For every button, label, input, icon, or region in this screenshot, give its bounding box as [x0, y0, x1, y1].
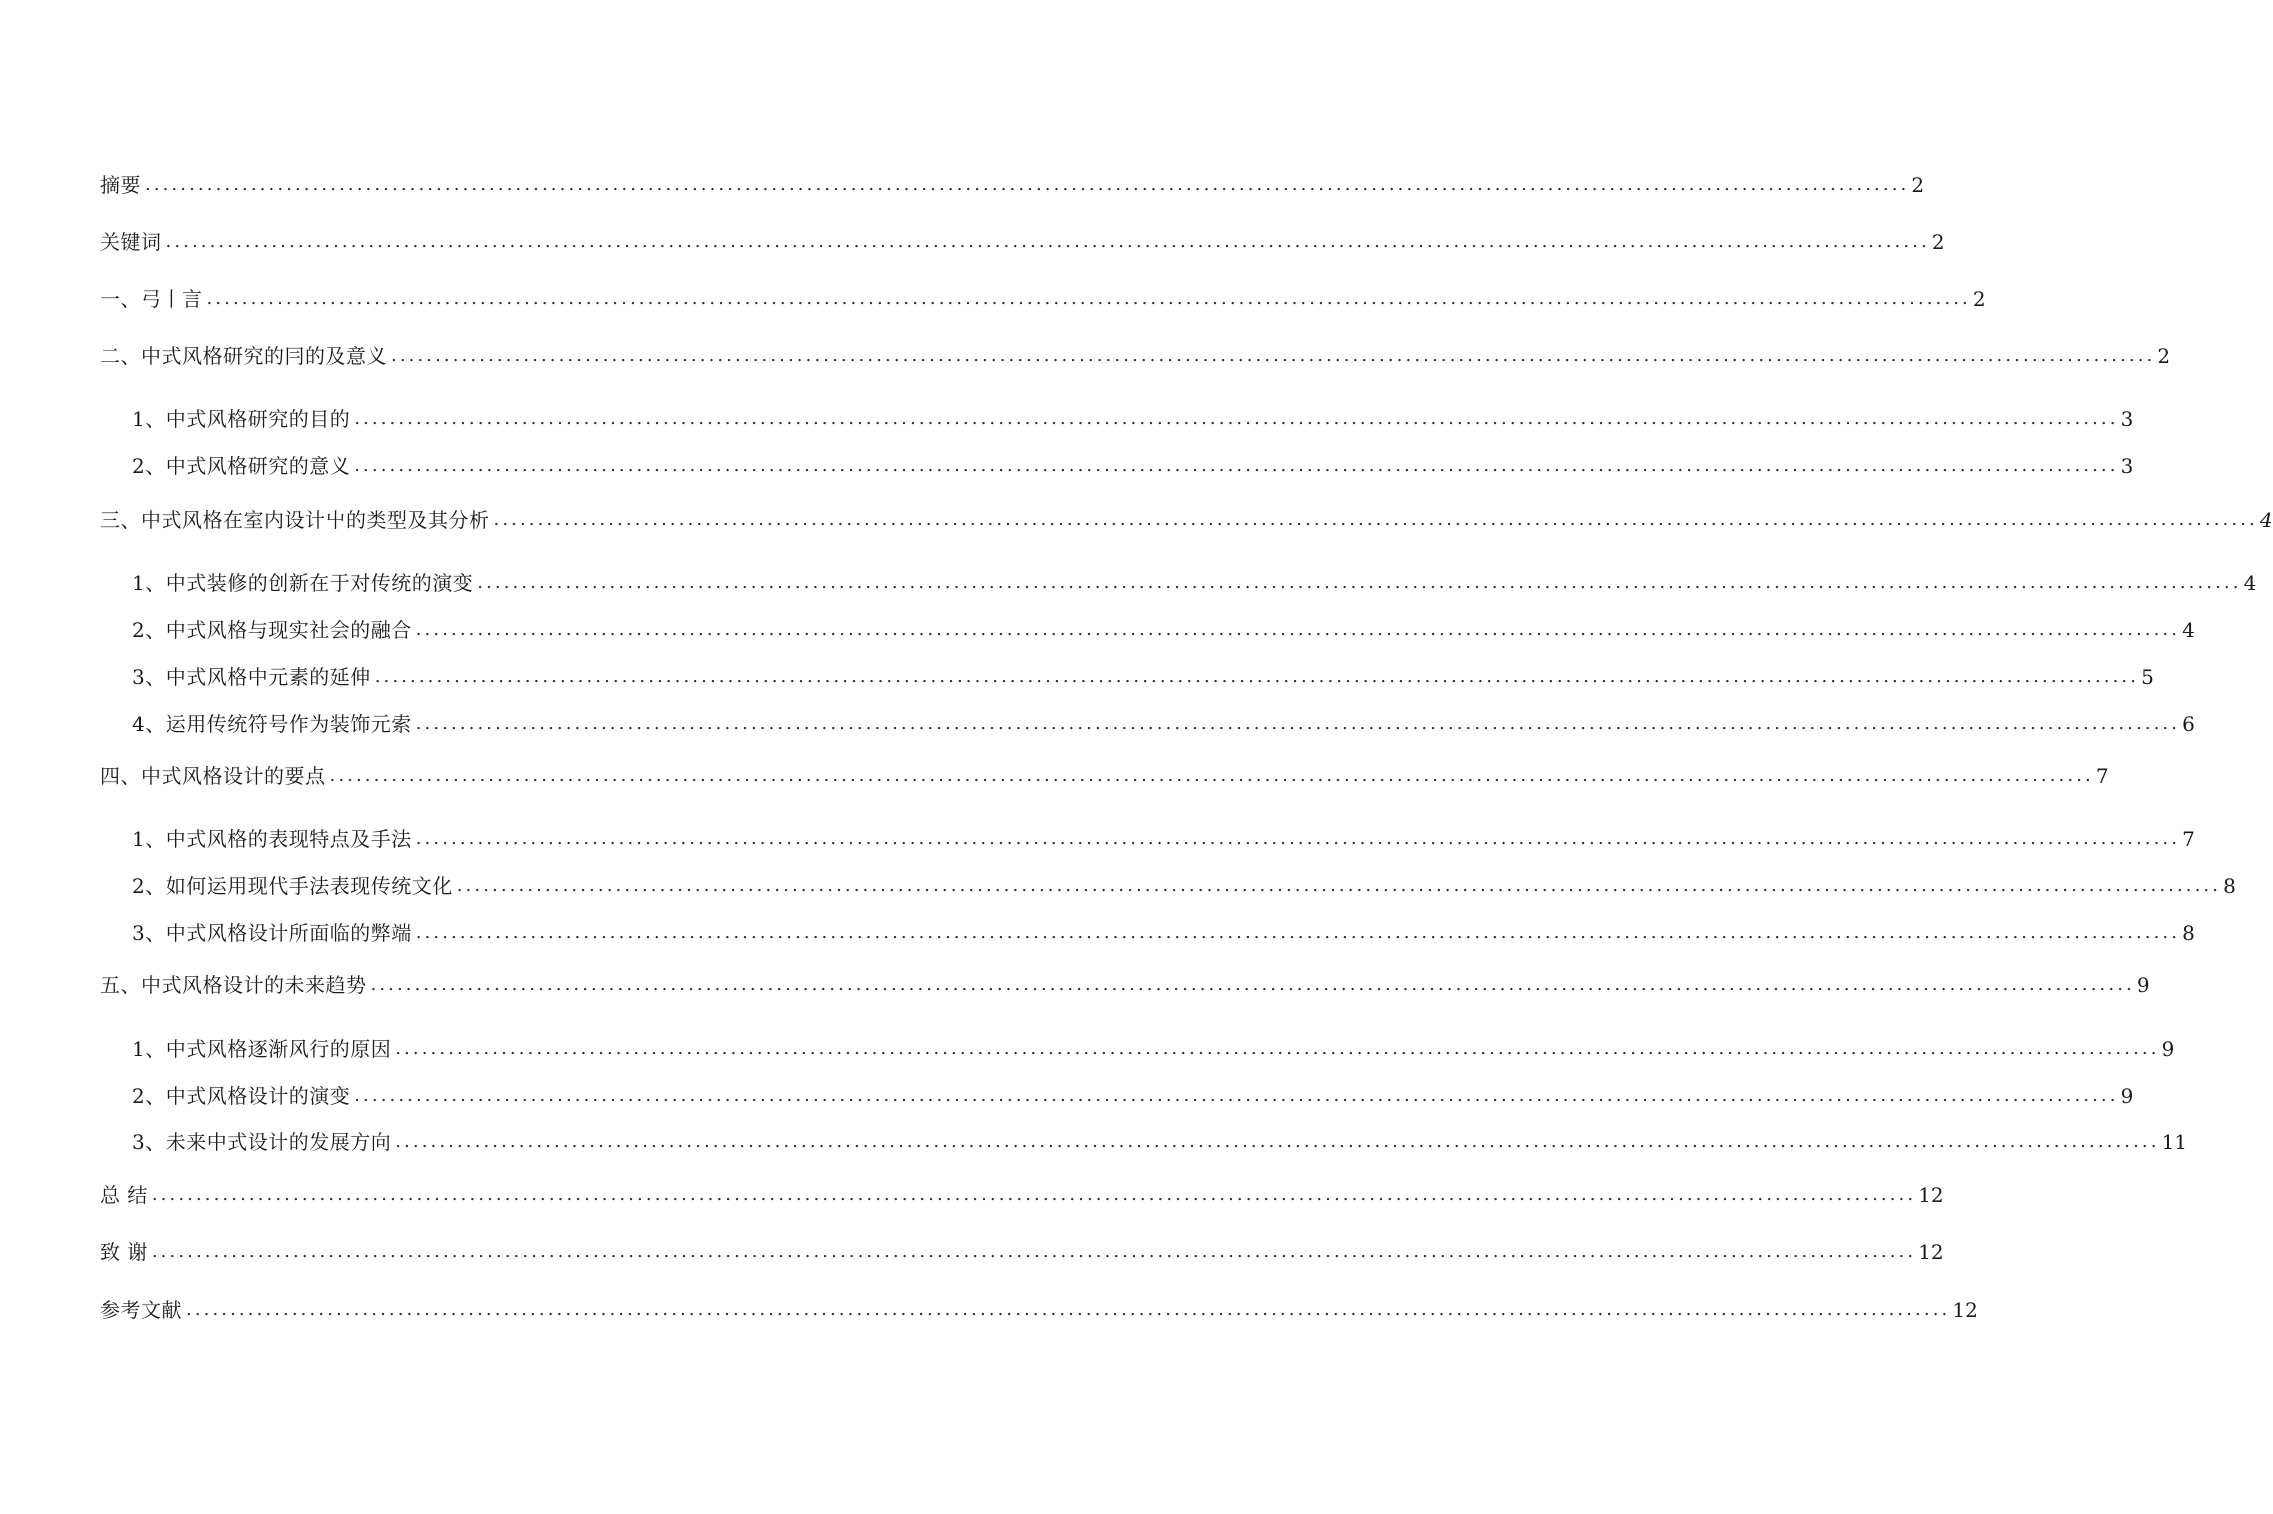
toc-entry-title: 致 谢 [100, 1240, 148, 1264]
toc-leader-dots: ........................................................................................................................................................................................................ [354, 408, 2119, 429]
toc-leader-dots: ........................................................................................................................................................................................................ [151, 1184, 1917, 1205]
toc-leader-dots: ........................................................................................................................................................................................................ [415, 828, 2181, 849]
toc-entry-section-5-2[interactable] [132, 1081, 2134, 1111]
toc-leader-dots: ........................................................................................................................................................................................................ [370, 974, 2135, 995]
toc-entry-page: 11 [2161, 1130, 2188, 1154]
toc-entry-title: 摘要 [100, 173, 141, 197]
toc-entry-section-5-3[interactable] [132, 1127, 2188, 1157]
toc-entry-page: 4 [2259, 508, 2273, 532]
toc-entry-title: 参考文献 [100, 1298, 182, 1322]
toc-entry-page: 8 [2223, 874, 2236, 898]
toc-leader-dots: ........................................................................................................................................................................................................ [391, 345, 2156, 366]
toc-entry-page: 2 [2157, 344, 2171, 368]
toc-entry-title: 四、中式风格设计的要点 [100, 764, 326, 788]
toc-entry-acknowledgements[interactable] [100, 1237, 1944, 1267]
toc-entry-abstract[interactable] [100, 170, 1925, 200]
toc-entry-summary[interactable] [100, 1180, 1944, 1210]
toc-entry-section-4-1[interactable] [132, 824, 2195, 854]
toc-entry-references[interactable] [100, 1295, 1978, 1325]
toc-leader-dots: ........................................................................................................................................................................................................ [395, 1038, 2160, 1059]
toc-entry-page: 5 [2141, 665, 2154, 689]
toc-entry-title: 2、中式风格与现实社会的融合 [132, 618, 412, 642]
toc-entry-title: 关键词 [100, 230, 162, 254]
toc-entry-title: 2、中式风格研究的意义 [132, 454, 351, 478]
toc-entry-page: 2 [1972, 287, 1986, 311]
toc-entry-section-3-4[interactable] [132, 709, 2195, 739]
toc-entry-page: 12 [1952, 1298, 1978, 1322]
toc-leader-dots: ........................................................................................................................................................................................................ [374, 666, 2140, 687]
toc-entry-page: 2 [1911, 173, 1925, 197]
toc-entry-page: 8 [2182, 921, 2195, 945]
toc-entry-section-3-3[interactable] [132, 662, 2154, 692]
toc-entry-title: 二、中式风格研究的冃的及意义 [100, 344, 387, 368]
toc-leader-dots: ........................................................................................................................................................................................................ [329, 765, 2094, 786]
toc-entry-section-4-3[interactable] [132, 918, 2195, 948]
toc-entry-title: 3、中式风格中元素的延伸 [132, 665, 371, 689]
toc-entry-section-5[interactable] [100, 970, 2150, 1000]
toc-entry-title: 1、中式风格研究的目的 [132, 407, 351, 431]
toc-entry-page: 4 [2182, 618, 2195, 642]
toc-entry-page: 4 [2243, 571, 2257, 595]
toc-entry-title: 1、中式风格的表现特点及手法 [132, 827, 412, 851]
toc-entry-title: 1、中式风格逐渐风行的原因 [132, 1037, 392, 1061]
toc-entry-section-3-1[interactable] [132, 568, 2257, 598]
toc-entry-page: 3 [2120, 407, 2134, 431]
toc-entry-page: 9 [2136, 973, 2150, 997]
toc-entry-page: 2 [1931, 230, 1945, 254]
toc-leader-dots: ........................................................................................................................................................................................................ [477, 572, 2242, 593]
toc-entry-page: 12 [1918, 1240, 1944, 1264]
toc-leader-dots: ........................................................................................................................................................................................................ [151, 1241, 1917, 1262]
toc-leader-dots: ........................................................................................................................................................................................................ [145, 174, 1910, 195]
toc-leader-dots: ........................................................................................................................................................................................................ [493, 509, 2258, 530]
toc-entry-title: 2、中式风格设计的演变 [132, 1084, 351, 1108]
toc-entry-keywords[interactable] [100, 227, 1945, 257]
toc-leader-dots: ........................................................................................................................................................................................................ [456, 875, 2222, 896]
toc-leader-dots: ........................................................................................................................................................................................................ [354, 1085, 2119, 1106]
toc-entry-title: 总 结 [100, 1183, 148, 1207]
toc-entry-title: 3、未来中式设计的发展方向 [132, 1130, 392, 1154]
toc-entry-page: 6 [2182, 712, 2195, 736]
toc-entry-section-2[interactable] [100, 341, 2171, 371]
toc-leader-dots: ........................................................................................................................................................................................................ [415, 619, 2181, 640]
toc-entry-page: 7 [2095, 764, 2109, 788]
toc-leader-dots: ........................................................................................................................................................................................................ [395, 1131, 2160, 1152]
toc-entry-title: 一、弓丨言 [100, 287, 203, 311]
toc-leader-dots: ........................................................................................................................................................................................................ [165, 231, 1930, 252]
toc-leader-dots: ........................................................................................................................................................................................................ [354, 455, 2119, 476]
toc-entry-section-5-1[interactable] [132, 1034, 2175, 1064]
toc-entry-page: 12 [1918, 1183, 1944, 1207]
toc-entry-title: 1、中式装修的创新在于对传统的演变 [132, 571, 474, 595]
toc-entry-section-4[interactable] [100, 761, 2109, 791]
toc-entry-title: 3、中式风格设计所面临的弊端 [132, 921, 412, 945]
toc-entry-introduction[interactable] [100, 284, 1986, 314]
toc-entry-title: 4、运用传统符号作为装饰元索 [132, 712, 412, 736]
toc-entry-page: 3 [2120, 454, 2134, 478]
toc-entry-section-4-2[interactable] [132, 871, 2236, 901]
toc-entry-page: 9 [2120, 1084, 2134, 1108]
toc-leader-dots: ........................................................................................................................................................................................................ [415, 922, 2181, 943]
toc-entry-title: 三、中式风格在室内设计屮的类型及其分析 [100, 508, 490, 532]
toc-leader-dots: ........................................................................................................................................................................................................ [206, 288, 1971, 309]
toc-entry-title: 五、中式风格设计的未来趋势 [100, 973, 367, 997]
toc-entry-page: 9 [2161, 1037, 2175, 1061]
toc-entry-section-2-1[interactable] [132, 404, 2134, 434]
toc-leader-dots: ........................................................................................................................................................................................................ [415, 713, 2181, 734]
toc-entry-section-3[interactable] [100, 505, 2273, 535]
toc-entry-section-2-2[interactable] [132, 451, 2134, 481]
toc-entry-page: 7 [2182, 827, 2195, 851]
toc-entry-section-3-2[interactable] [132, 615, 2195, 645]
toc-entry-title: 2、如何运用现代手法表现传统文化 [132, 874, 453, 898]
toc-leader-dots: ........................................................................................................................................................................................................ [186, 1299, 1951, 1320]
